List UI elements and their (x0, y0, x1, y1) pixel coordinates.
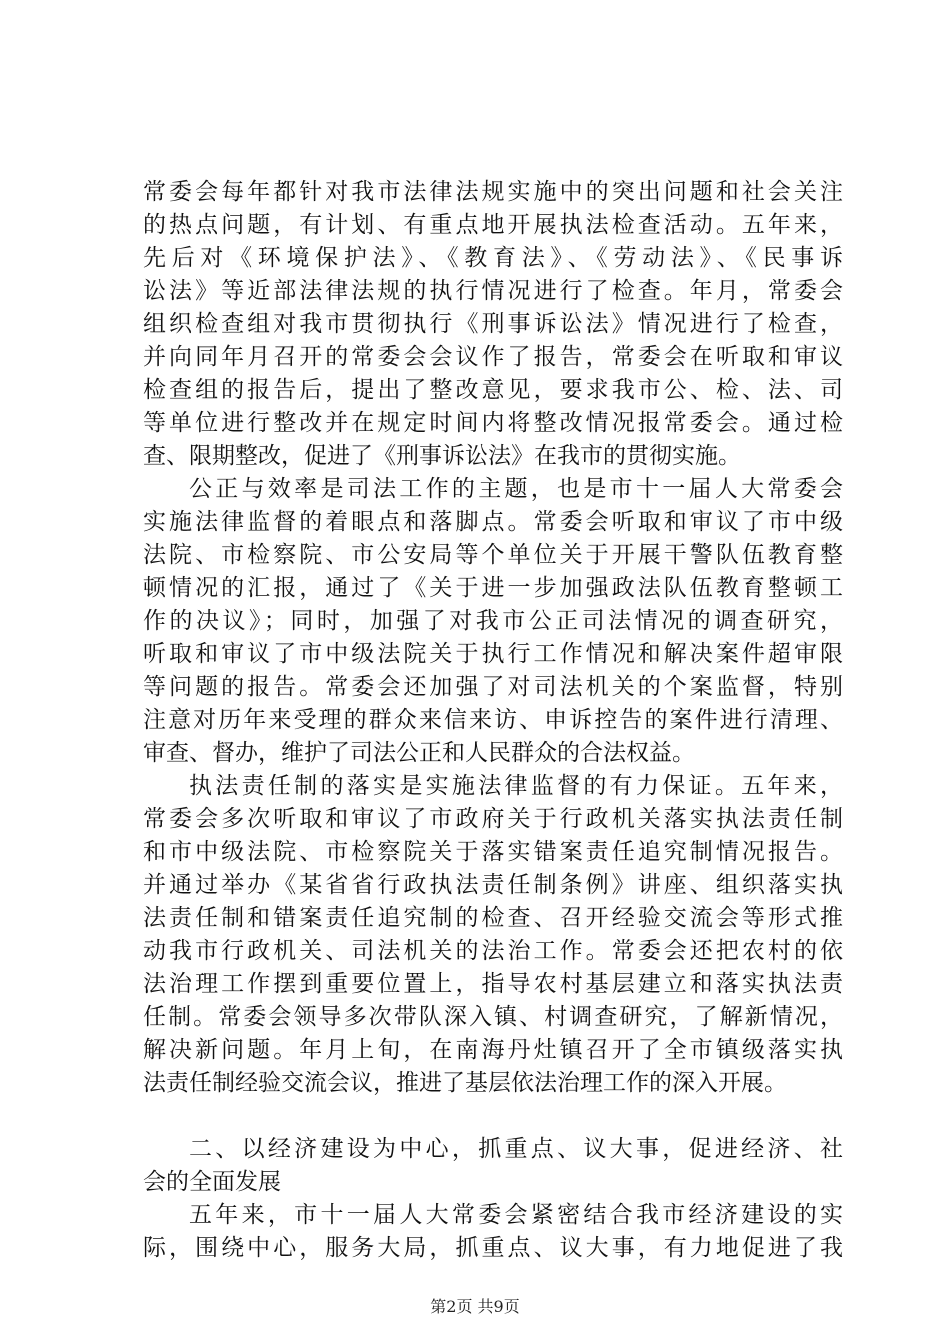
text-line: 查、限期整改，促进了《刑事诉讼法》在我市的贯彻实施。 (143, 443, 741, 469)
text-line: 的热点问题，有计划、有重点地开展执法检查活动。五年来， (143, 212, 843, 238)
text-line: 执法责任制的落实是实施法律监督的有力保证。五年来， (189, 773, 843, 799)
text-line: 常委会每年都针对我市法律法规实施中的突出问题和社会关注 (143, 179, 843, 205)
text-line: 和市中级法院、市检察院关于落实错案责任追究制情况报告。 (143, 839, 843, 865)
text-line: 等单位进行整改并在规定时间内将整改情况报常委会。通过检 (143, 410, 843, 436)
text-line: 顿情况的汇报，通过了《关于进一步加强政法队伍教育整顿工 (143, 575, 843, 601)
paragraph-spacer (143, 1100, 843, 1133)
text-line: 先后对《环境保护法》、《教育法》、《劳动法》、《民事诉 (143, 245, 843, 271)
text-line: 动我市行政机关、司法机关的法治工作。常委会还把农村的依 (143, 938, 843, 964)
text-line: 二、以经济建设为中心，抓重点、议大事，促进经济、社 (189, 1136, 843, 1162)
text-line: 会的全面发展 (143, 1169, 281, 1195)
text-line: 并向同年月召开的常委会会议作了报告，常委会在听取和审议 (143, 344, 843, 370)
text-line: 际，围绕中心，服务大局，抓重点、议大事，有力地促进了我 (143, 1235, 843, 1261)
text-line: 注意对历年来受理的群众来信来访、申诉控告的案件进行清理、 (143, 707, 843, 733)
text-line: 等问题的报告。常委会还加强了对司法机关的个案监督，特别 (143, 674, 843, 700)
page-footer: 第2页 共9页 (430, 1297, 520, 1316)
text-line: 作的决议》；同时，加强了对我市公正司法情况的调查研究， (143, 608, 843, 634)
text-line: 审查、督办，维护了司法公正和人民群众的合法权益。 (143, 740, 695, 766)
text-line: 实施法律监督的着眼点和落脚点。常委会听取和审议了市中级 (143, 509, 843, 535)
text-line: 常委会多次听取和审议了市政府关于行政机关落实执法责任制 (143, 806, 843, 832)
text-line: 任制。常委会领导多次带队深入镇、村调查研究，了解新情况， (143, 1004, 843, 1030)
text-line: 并通过举办《某省省行政执法责任制条例》讲座、组织落实执 (143, 872, 843, 898)
text-line: 法治理工作摆到重要位置上，指导农村基层建立和落实执法责 (143, 971, 843, 997)
text-line: 公正与效率是司法工作的主题，也是市十一届人大常委会 (189, 476, 843, 502)
text-line: 解决新问题。年月上旬，在南海丹灶镇召开了全市镇级落实执 (143, 1037, 843, 1063)
text-line: 听取和审议了市中级法院关于执行工作情况和解决案件超审限 (143, 641, 843, 667)
text-line: 法责任制经验交流会议，推进了基层依法治理工作的深入开展。 (143, 1070, 787, 1096)
text-line: 检查组的报告后，提出了整改意见，要求我市公、检、法、司 (143, 377, 843, 403)
text-line: 五年来，市十一届人大常委会紧密结合我市经济建设的实 (189, 1202, 843, 1228)
text-line: 法责任制和错案责任追究制的检查、召开经验交流会等形式推 (143, 905, 843, 931)
document-body (143, 176, 843, 1265)
text-line: 法院、市检察院、市公安局等个单位关于开展干警队伍教育整 (143, 542, 843, 568)
text-line: 组织检查组对我市贯彻执行《刑事诉讼法》情况进行了检查， (143, 311, 843, 337)
text-line: 讼法》等近部法律法规的执行情况进行了检查。年月，常委会 (143, 278, 843, 304)
